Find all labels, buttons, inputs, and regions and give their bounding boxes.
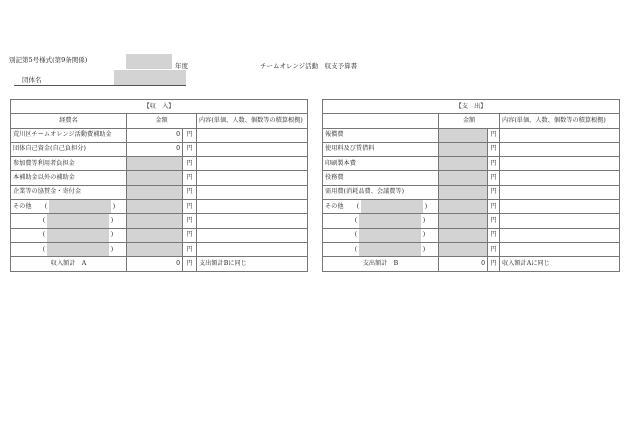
income-total-note: 支出額計Bに同じ: [197, 257, 308, 271]
other-label: その他: [325, 202, 344, 210]
other-name-field[interactable]: [361, 200, 423, 213]
close-paren: ): [422, 245, 426, 253]
other-label: その他: [13, 202, 32, 210]
expense-row-amount[interactable]: [439, 214, 488, 228]
expense-title-row: [323, 100, 620, 114]
table-row: [323, 185, 620, 199]
org-name-field[interactable]: [114, 70, 186, 85]
other-name-field[interactable]: [359, 243, 421, 256]
expense-other-cell: [323, 200, 439, 214]
yen-label: 円: [488, 214, 500, 228]
yen-label: 円: [488, 157, 500, 171]
yen-label: 円: [488, 257, 500, 271]
expense-col-item: [323, 114, 439, 128]
expense-row-amount[interactable]: [439, 242, 488, 256]
other-name-field[interactable]: [47, 214, 109, 227]
income-other-cell: [11, 242, 127, 256]
expense-row-detail[interactable]: [500, 242, 620, 256]
expense-row-label: 報償費: [323, 128, 439, 142]
income-total-label: 収入額計 A: [11, 257, 127, 271]
yen-label: 円: [183, 142, 197, 156]
expense-row-amount[interactable]: [439, 142, 488, 156]
table-row: [11, 142, 308, 156]
close-paren: ): [110, 216, 114, 224]
open-paren: (: [356, 202, 360, 210]
form-number: 別記第5号様式(第9条関係): [9, 56, 88, 64]
yen-label: 円: [183, 214, 197, 228]
other-name-field[interactable]: [47, 243, 109, 256]
expense-title: 【支 出】: [323, 100, 620, 114]
income-row-detail[interactable]: [197, 128, 308, 142]
income-row-amount[interactable]: 0: [127, 128, 183, 142]
close-paren: ): [422, 216, 426, 224]
income-title-row: [11, 100, 308, 114]
expense-row-detail[interactable]: [500, 171, 620, 185]
yen-label: 円: [183, 242, 197, 256]
other-name-field[interactable]: [49, 200, 111, 213]
expense-row-label: 役務費: [323, 171, 439, 185]
expense-total-note: 収入額計Aに同じ: [500, 257, 620, 271]
expense-col-amount: 金額: [439, 114, 500, 128]
other-name-field[interactable]: [47, 229, 109, 242]
yen-label: 円: [183, 128, 197, 142]
income-row-label: 参加費等利用者負担金: [11, 157, 127, 171]
yen-label: 円: [488, 228, 500, 242]
income-row-detail[interactable]: [197, 185, 308, 199]
table-row: [323, 228, 620, 242]
expense-row-amount[interactable]: [439, 185, 488, 199]
yen-label: 円: [488, 171, 500, 185]
open-paren: (: [42, 216, 46, 224]
expense-total-label: 支出額計 B: [323, 257, 439, 271]
year-field[interactable]: [126, 54, 172, 69]
expense-row-label: 使用料及び賃借料: [323, 142, 439, 156]
table-row: [323, 142, 620, 156]
expense-other-cell: [323, 228, 439, 242]
close-paren: ): [110, 231, 114, 239]
income-header-row: [11, 114, 308, 128]
expense-row-label: 印刷製本費: [323, 157, 439, 171]
open-paren: (: [354, 245, 358, 253]
expense-other-cell: [323, 214, 439, 228]
income-row-amount[interactable]: [127, 200, 183, 214]
open-paren: (: [44, 202, 48, 210]
table-row: [323, 157, 620, 171]
income-other-cell: [11, 228, 127, 242]
expense-other-cell: [323, 242, 439, 256]
income-row-label: 荒川区チームオレンジ活動費補助金: [11, 128, 127, 142]
income-row-label: 企業等の協賛金・寄付金: [11, 185, 127, 199]
open-paren: (: [354, 216, 358, 224]
expense-row-detail[interactable]: [500, 185, 620, 199]
income-col-item: 経費名: [11, 114, 127, 128]
close-paren: ): [424, 202, 428, 210]
expense-row-amount[interactable]: [439, 157, 488, 171]
income-other-cell: [11, 200, 127, 214]
close-paren: ): [422, 231, 426, 239]
table-row: [323, 242, 620, 256]
table-row: [323, 171, 620, 185]
expense-header-row: [323, 114, 620, 128]
expense-total-row: [323, 257, 620, 271]
yen-label: 円: [488, 185, 500, 199]
expense-row-detail[interactable]: [500, 214, 620, 228]
yen-label: 円: [183, 171, 197, 185]
table-row: [323, 200, 620, 214]
table-row: [11, 185, 308, 199]
expense-row-amount[interactable]: [439, 171, 488, 185]
income-row-detail[interactable]: [197, 242, 308, 256]
table-row: [11, 228, 308, 242]
yen-label: 円: [488, 128, 500, 142]
income-table: [10, 99, 308, 272]
org-underline: [14, 85, 186, 86]
expense-row-amount[interactable]: [439, 200, 488, 214]
income-row-detail[interactable]: [197, 142, 308, 156]
table-row: [323, 214, 620, 228]
yen-label: 円: [488, 200, 500, 214]
yen-label: 円: [488, 142, 500, 156]
income-total-amount: 0: [127, 257, 183, 271]
other-name-field[interactable]: [359, 229, 421, 242]
income-row-label: 本補助金以外の補助金: [11, 171, 127, 185]
table-row: [11, 128, 308, 142]
income-row-amount[interactable]: [127, 185, 183, 199]
income-col-detail: 内容(単価、人数、個数等の積算根拠): [197, 114, 308, 128]
open-paren: (: [354, 231, 358, 239]
expense-row-detail[interactable]: [500, 142, 620, 156]
yen-label: 円: [183, 200, 197, 214]
income-col-amount: 金額: [127, 114, 197, 128]
income-row-detail[interactable]: [197, 214, 308, 228]
expense-row-detail[interactable]: [500, 157, 620, 171]
income-row-amount[interactable]: [127, 157, 183, 171]
income-row-detail[interactable]: [197, 228, 308, 242]
year-suffix: 年度: [175, 62, 188, 70]
expense-row-detail[interactable]: [500, 228, 620, 242]
income-row-amount[interactable]: [127, 214, 183, 228]
expense-row-amount[interactable]: [439, 128, 488, 142]
table-row: [11, 214, 308, 228]
expense-row-label: 需用費(消耗品費、会議費等): [323, 185, 439, 199]
yen-label: 円: [183, 257, 197, 271]
document-title: チームオレンジ活動 収支予算書: [260, 62, 358, 70]
org-label: 団体名: [22, 76, 42, 84]
expense-row-detail[interactable]: [500, 200, 620, 214]
yen-label: 円: [183, 157, 197, 171]
open-paren: (: [42, 245, 46, 253]
income-row-amount[interactable]: [127, 171, 183, 185]
table-row: [323, 128, 620, 142]
table-row: [11, 157, 308, 171]
table-row: [11, 200, 308, 214]
income-row-label: 団体自己資金(自己負担分): [11, 142, 127, 156]
other-name-field[interactable]: [359, 214, 421, 227]
expense-col-detail: 内容(単価、人数、個数等の積算根拠): [500, 114, 620, 128]
expense-row-detail[interactable]: [500, 128, 620, 142]
income-row-detail[interactable]: [197, 171, 308, 185]
income-row-amount[interactable]: [127, 242, 183, 256]
income-other-cell: [11, 214, 127, 228]
open-paren: (: [42, 231, 46, 239]
table-row: [11, 242, 308, 256]
yen-label: 円: [488, 242, 500, 256]
close-paren: ): [112, 202, 116, 210]
income-row-amount[interactable]: 0: [127, 142, 183, 156]
income-row-detail[interactable]: [197, 200, 308, 214]
expense-table: [322, 99, 620, 272]
close-paren: ): [110, 245, 114, 253]
expense-row-amount[interactable]: [439, 228, 488, 242]
yen-label: 円: [183, 185, 197, 199]
income-row-amount[interactable]: [127, 228, 183, 242]
income-total-row: [11, 257, 308, 271]
expense-total-amount: 0: [439, 257, 488, 271]
yen-label: 円: [183, 228, 197, 242]
income-title: 【収 入】: [11, 100, 308, 114]
income-row-detail[interactable]: [197, 157, 308, 171]
table-row: [11, 171, 308, 185]
